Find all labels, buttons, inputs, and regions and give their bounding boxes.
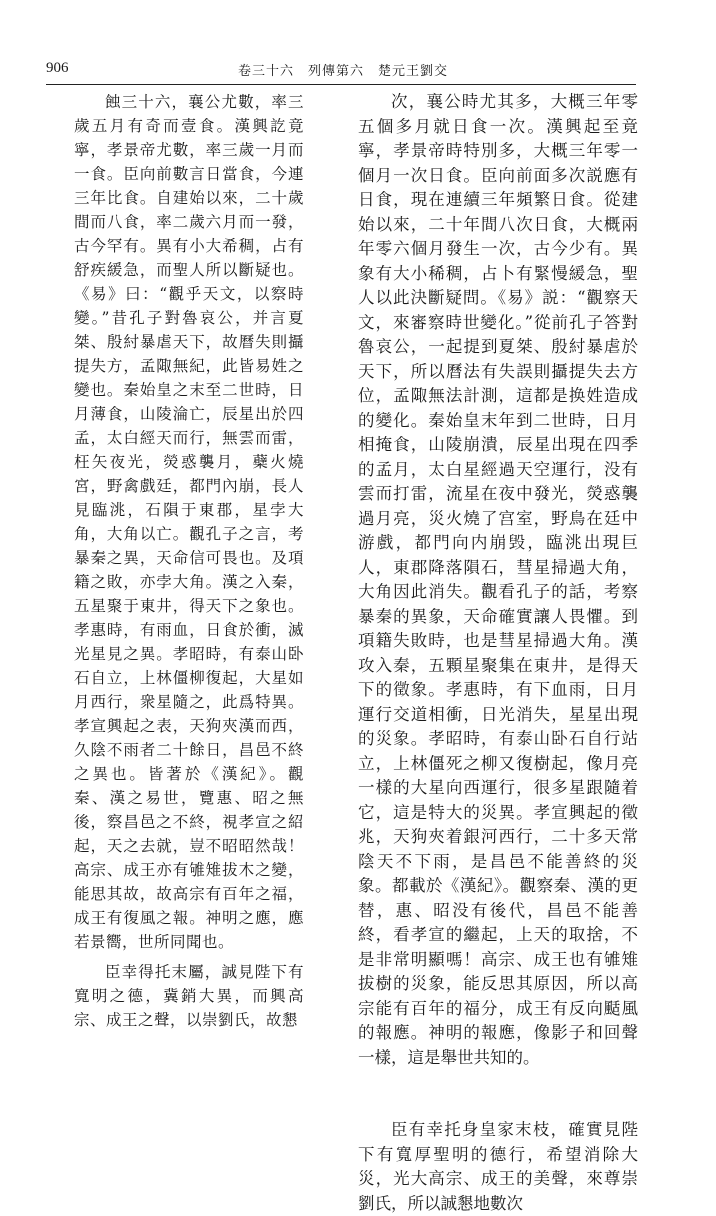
translation-paragraph-2: 臣有幸托身皇家末枝，確實見陛下有寬厚聖明的德行，希望消除大災，光大高宗、成王的美聲，來尊崇劉氏，所以誠懇地數次 (358, 1120, 638, 1213)
classical-paragraph-1: 蝕三十六，襄公尤數，率三歲五月有奇而壹食。漢興訖竟寧，孝景帝尤數，率三歲一月而一食。臣向前數言日當食，今連三年比食。自建始以來，二十歲間而八食，率二歲六月而一發，古今罕有。異有小大希稠，占有舒疾緩急，而聖人所以斷疑也。《易》曰：“觀乎天文，以察時變。”昔孔子對魯哀公，并言夏桀、殷紂暴虐天下，故曆失則攝提失方，孟陬無紀，此皆易姓之變也。秦始皇之末至二世時，日月薄食，山陵淪亡，辰星出於四孟，太白經天而行，無雲而雷，枉矢夜光，熒惑襲月，蘗火燒宮，野禽戲廷，都門內崩，長人見臨洮，石隕于東郡，星孛大角，大角以亡。觀孔子之言，考暴秦之異，天命信可畏也。及項籍之敗，亦孛大角。漢之入秦，五星聚于東井，得天下之象也。孝惠時，有雨血，日食於衝，滅光星見之異。孝昭時，有泰山卧石自立，上林僵柳復起，大星如月西行，衆星隨之，此爲特異。孝宣興起之表，天狗夾漢而西，久陰不雨者二十餘日，昌邑不終之異也。皆著於《漢紀》。觀秦、漢之易世，覽惠、昭之無後，察昌邑之不終，視孝宣之紹起，天之去就，豈不昭昭然哉！高宗、成王亦有雊雉拔木之變，能思其故，故高宗有百年之福，成王有復風之報。神明之應，應若景嚮，世所同聞也。 (74, 93, 304, 951)
classical-text-column (74, 90, 304, 1029)
classical-paragraph-2: 臣幸得托末屬，誠見陛下有寬明之德，冀銷大異，而興高宗、成王之聲，以崇劉氏，故懇 (74, 963, 304, 1029)
running-head: 卷三十六 列傳第六 楚元王劉交 (238, 64, 449, 79)
header-rule (46, 84, 636, 85)
translation-paragraph-1: 次，襄公時尤其多，大概三年零五個多月就日食一次。漢興起至竟寧，孝景帝時特別多，大概三年零一個月一次日食。臣向前面多次説應有日食，現在連續三年頻繁日食。從建始以來，二十年間八次日食，大概兩年零六個月發生一次，古今少有。異象有大小稀稠，占卜有緊慢緩急，聖人以此決斷疑問。《易》説：“觀察天文，來審察時世變化。”從前孔子答對魯哀公，一起提到夏桀、殷紂暴虐於天下，所以曆法有失誤則攝提失去方位，孟陬無法計測，這都是换姓造成的變化。秦始皇末年到二世時，日月相掩食，山陵崩潰，辰星出現在四季的孟月，太白星經過天空運行，没有雲而打雷，流星在夜中發光，熒惑襲過月亮，災火燒了宫室，野鳥在廷中游戲，都門向内崩毁，臨洮出現巨人，東郡降落隕石，彗星掃過大角，大角因此消失。觀看孔子的話，考察暴秦的異象，天命確實讓人畏懼。到項籍失敗時，也是彗星掃過大角。漢攻入秦，五顆星聚集在東井，是得天下的徵象。孝惠時，有下血雨，日月運行交道相衝，日光消失，星星出現的災象。孝昭時，有泰山卧石自行站立，上林僵死之柳又復樹起，像月亮一樣的大星向西運行，很多星跟隨着它，這是特大的災異。孝宣興起的徵兆，天狗夾着銀河西行，二十多天常陰天不下雨，是昌邑不能善終的災象。都載於《漢紀》。觀察秦、漢的更替，惠、昭没有後代，昌邑不能善終，看孝宣的繼起，上天的取捨，不是非常明顯嗎！高宗、成王也有雊雉拔樹的災象，能反思其原因，所以高宗能有百年的福分，成王有反向颳風的報應。神明的報應，像影子和回聲一樣，這是舉世共知的。 (358, 92, 638, 1067)
page-number: 906 (46, 60, 69, 76)
translation-text-column (358, 90, 638, 1213)
